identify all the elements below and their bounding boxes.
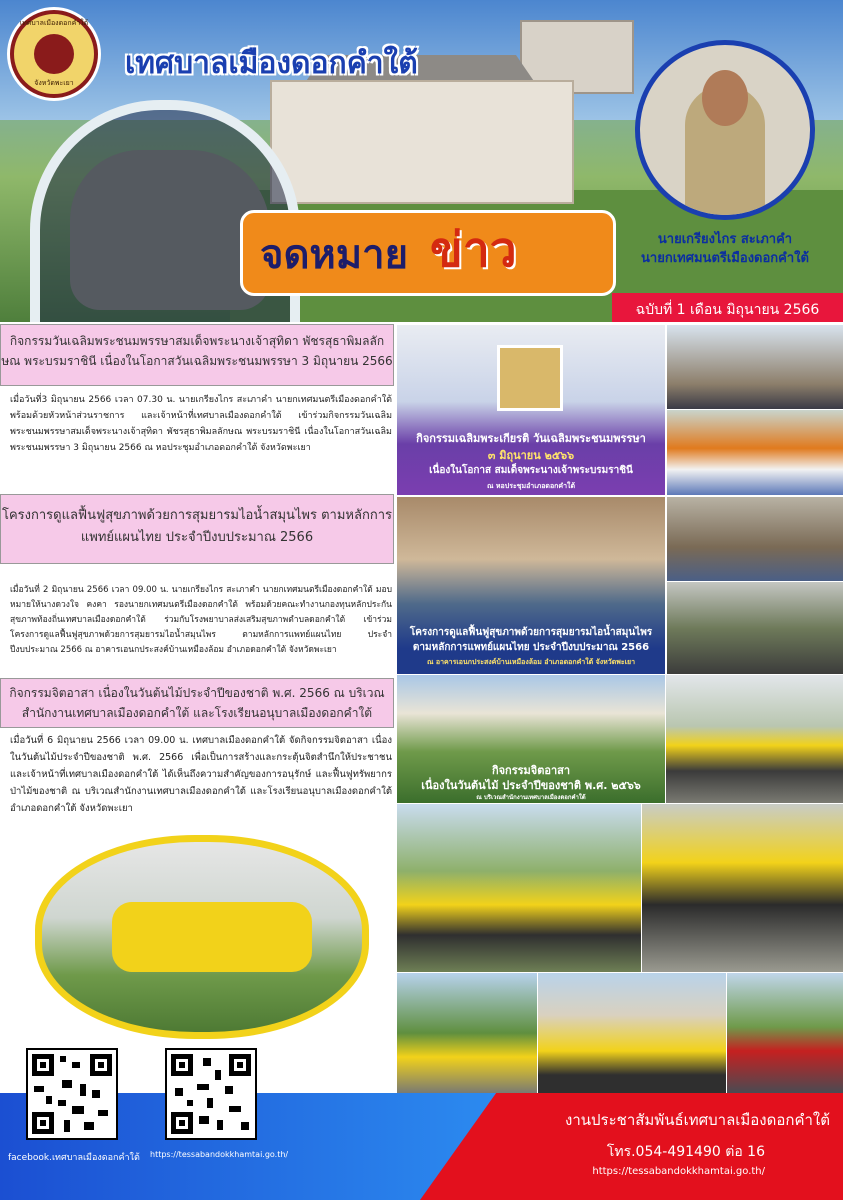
royal-portrait (497, 345, 563, 411)
section-3-title: กิจกรรมจิตอาสา เนื่องในวันต้นไม้ประจำปีของชาติ พ.ศ. 2566 ณ บริเวณสำนักงานเทศบาลเมืองดอกคำใต้ และโรงเรียนอนุบาลเมืองดอกคำใต้ (0, 678, 394, 728)
section-1-photo-caption-2: ๓ มิถุนายน ๒๕๖๖ (487, 449, 575, 462)
section-3-photo-cleanup (641, 803, 843, 973)
mayor-portrait (635, 40, 815, 220)
newsletter-word-1: จดหมาย (260, 232, 409, 278)
section-2-title: โครงการดูแลฟื้นฟูสุขภาพด้วยการสุมยารมไอน้ำสมุนไพร ตามหลักการแพทย์แผนไทย ประจำปีงบประมาณ 2566 (0, 494, 394, 564)
section-3-photo-caption-1: กิจกรรมจิตอาสา (491, 764, 571, 777)
section-2-photo-caption-2: ตามหลักการแพทย์แผนไทย ประจำปีงบประมาณ 2566 (412, 642, 650, 653)
official-name: นายเกรียงไกร สะเภาคำ (657, 232, 793, 247)
facebook-link[interactable]: facebook.เทศบาลเมืองดอกคำใต้ (8, 1153, 140, 1163)
website-qr-code[interactable] (165, 1048, 257, 1140)
official-title: นายกเทศมนตรีเมืองดอกคำใต้ (641, 251, 809, 266)
qr-icon (167, 1050, 255, 1138)
section-1-photo-ceremony (666, 324, 843, 410)
section-2-photo-main (396, 496, 666, 676)
website-link-left[interactable]: https://tessabandokkhamtai.go.th/ (150, 1150, 289, 1159)
person-face (702, 70, 748, 126)
facebook-qr-code[interactable] (26, 1048, 118, 1140)
section-1-title: กิจกรรมวันเฉลิมพระชนมพรรษาสมเด็จพระนางเจ้าสุทิดา พัชรสุธาพิมลลักษณ พระบรมราชินี เนื่องในโอกาสวันเฉลิมพระชนมพรรษา 3 มิถุนายน 2566 (0, 324, 394, 386)
footer-org-name: งานประชาสัมพันธ์เทศบาลเมืองดอกคำใต้ (565, 1111, 830, 1129)
section-3-photo-group (396, 803, 642, 973)
seal-subtext: จังหวัดพะเยา (34, 79, 74, 87)
section-3-photo-temple (537, 972, 727, 1094)
website-link-right[interactable]: https://tessabandokkhamtai.go.th/ (592, 1166, 765, 1177)
footer-phone[interactable]: โทร.054-491490 ต่อ 16 (606, 1144, 765, 1160)
seal-emblem-icon (34, 34, 74, 74)
section-3-photo-caption-2: เนื่องในวันต้นไม้ ประจำปีของชาติ พ.ศ. ๒๕๖๖ (421, 779, 641, 792)
issue-label: ฉบับที่ 1 เดือน มิถุนายน 2566 (635, 302, 820, 318)
section-1-photo-caption-3: เนื่องในโอกาส สมเด็จพระนางเจ้าพระบรมราชินี (429, 465, 633, 476)
section-3-photo-road (396, 972, 538, 1094)
section-3-photo-volunteers (665, 674, 843, 804)
page-title: เทศบาลเมืองดอกคำใต้ (125, 46, 418, 81)
section-2-photo-caption-3: ณ อาคารเอนกประสงค์บ้านเหมืองล้อม อำเภอดอกคำใต้ จังหวัดพะเยา (426, 658, 636, 666)
section-3-photo-caption-3: ณ บริเวณสำนักงานเทศบาลเมืองดอกคำใต้ (476, 794, 586, 801)
section-3-body: เมื่อวันที่ 6 มิถุนายน 2566 เวลา 09.00 น. เทศบาลเมืองดอกคำใต้ จัดกิจกรรมจิตอาสา เนื่องในวันต้นไม้ประจำปีของชาติ พ.ศ. 2566 เพื่อเป็นการสร้างและกระตุ้นจิตสำนึกให้ประชาชน และเจ้าหน้าที่เทศบาลเมืองดอกคำใต้ ได้เห็นถึงความสำคัญของการอนุรักษ์ และฟื้นฟูทรัพยากรป่าไม้ของชาติ ณ บริเวณสำนักงานเทศบาลเมืองดอกคำใต้ และโรงเรียนอนุบาลเมืองดอกคำใต้ อำเภอดอกคำใต้ จังหวัดพะเยา (10, 735, 392, 814)
volunteer-group (112, 902, 312, 972)
section-1-photo-main (396, 324, 666, 496)
seal-text: เทศบาลเมืองดอกคำใต้ (19, 19, 89, 27)
section-3-photo-main (396, 674, 666, 804)
newsletter-word-2: ข่าว (430, 222, 517, 278)
section-1-photo-caption-1: กิจกรรมเฉลิมพระเกียรติ วันเฉลิมพระชนมพรรษา (416, 432, 646, 445)
municipal-building-photo (270, 80, 574, 204)
section-2-photo-herbs (666, 581, 843, 676)
tree-planting-photo (35, 835, 369, 1039)
section-2-photo-caption-1: โครงการดูแลฟื้นฟูสุขภาพด้วยการสุมยารมไอน้ำสมุนไพร (409, 627, 653, 638)
municipal-seal-logo (10, 10, 98, 98)
section-2-photo-meeting (666, 496, 843, 582)
section-3-photo-truck (726, 972, 843, 1094)
section-2-body: เมื่อวันที่ 2 มิถุนายน 2566 เวลา 09.00 น. นายเกรียงไกร สะเภาคำ นายกเทศมนตรีเมืองดอกคำใต้ มอบหมายให้นางดวงใจ คงคา รองนายกเทศมนตรีเมืองดอกคำใต้ พร้อมด้วยคณะทำงานกองทุนหลักประกันสุขภาพท้องถิ่นเทศบาลเมืองดอกคำใต้ ร่วมกับโรงพยาบาลส่งเสริมสุขภาพตำบลดอกคำใต้ เข้าร่วมโครงการดูแลฟื้นฟูสุขภาพด้วยการสุมยารมไอน้ำสมุนไพร ตามหลักการแพทย์แผนไทย ประจำปีงบประมาณ 2566 ณ อาคารเอนกประสงค์บ้านเหมืองล้อม อำเภอดอกคำใต้ จังหวัดพะเยา (10, 585, 392, 655)
section-1-body: เมื่อวันที่3 มิถุนายน 2566 เวลา 07.30 น. นายเกรียงไกร สะเภาคำ นายกเทศมนตรีเมืองดอกคำใต้ พร้อมด้วยหัวหน้าส่วนราชการ และเจ้าหน้าที่เทศบาลเมืองดอกคำใต้ เข้าร่วมกิจกรรมวันเฉลิมพระชนมพรรษาสมเด็จพระนางเจ้าสุทิดา พัชรสุธาพิมลลักษณ พระบรมราชินี เนื่องในโอกาสวันเฉลิมพระชนมพรรษา 3 มิถุนายน 2566 ณ หอประชุมอำเภอดอกคำใต้ จังหวัดพะเยา (10, 395, 392, 453)
section-1-photo-caption-4: ณ หอประชุมอำเภอดอกคำใต้ (487, 482, 575, 490)
section-1-photo-monks (666, 409, 843, 496)
qr-icon (28, 1050, 116, 1138)
